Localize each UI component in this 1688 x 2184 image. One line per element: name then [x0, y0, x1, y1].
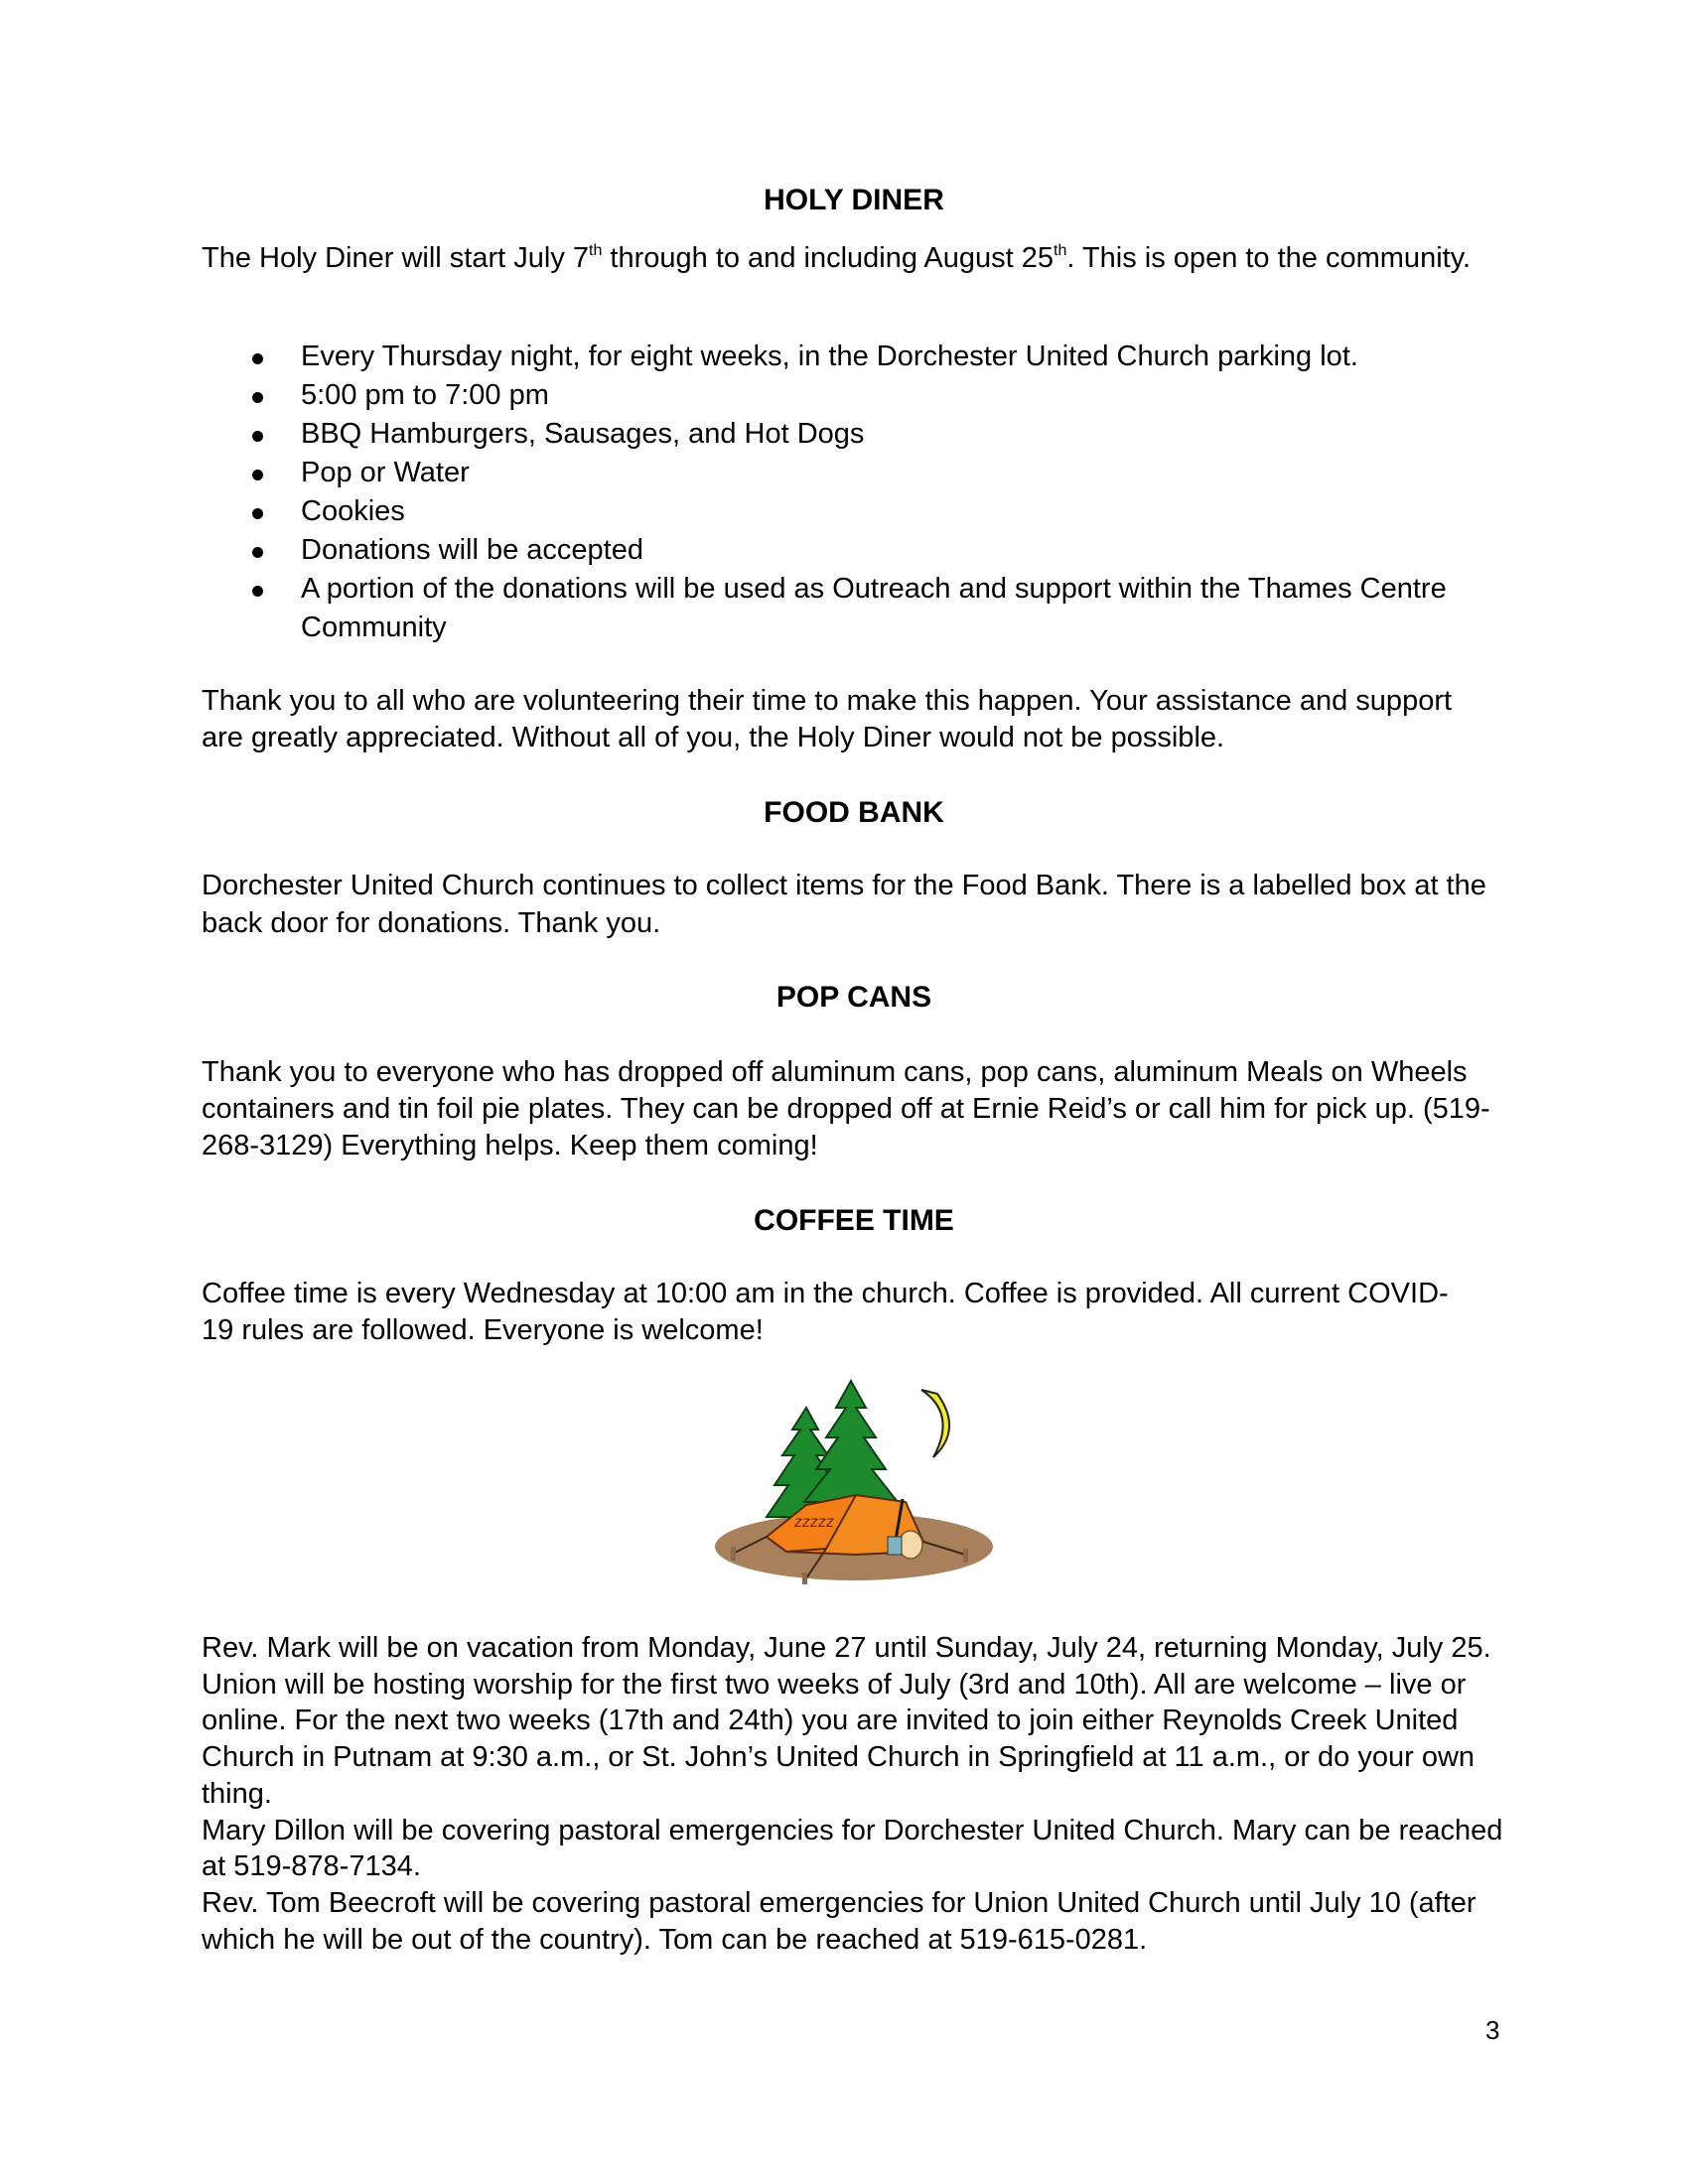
notice-tom-beecroft: Rev. Tom Beecroft will be covering pastoral emergencies for Union United Church until July 10 (after which he will be out of the country). Tom can be reached at 519-615-0281.: [202, 1886, 1477, 1956]
bullet-icon: [252, 508, 263, 519]
holy-diner-thanks: Thank you to all who are volunteering their time to make this happen. Your assistance and support are greatly appreciated. Without all of you, the Holy Diner would not be possible.: [202, 685, 1453, 753]
intro-text-1: The Holy Diner will start July 7: [202, 242, 589, 274]
list-item: Donations will be accepted: [202, 531, 1522, 570]
svg-text:zzzzz: zzzzz: [794, 1514, 834, 1531]
bullet-icon: [252, 470, 263, 480]
list-item: Cookies: [202, 492, 1522, 531]
tent-icon: [707, 1378, 1005, 1586]
vacation-notices: [202, 1630, 1522, 1958]
superscript-th: th: [589, 242, 603, 259]
section-heading-coffee-time: COFFEE TIME: [754, 1204, 954, 1237]
list-item: Pop or Water: [202, 454, 1522, 492]
camping-tent-illustration: [707, 1378, 1005, 1586]
coffee-time-body: Coffee time is every Wednesday at 10:00 am in the church. Coffee is provided. All current COVID-19 rules are followed. Everyone is welcome!: [202, 1278, 1449, 1346]
notice-mary-dillon: Mary Dillon will be covering pastoral emergencies for Dorchester United Church. Mary can be reached at 519-878-7134.: [202, 1814, 1503, 1883]
bullet-icon: [252, 547, 263, 558]
intro-text-2: through to and including August 25: [602, 242, 1055, 274]
food-bank-body: Dorchester United Church continues to collect items for the Food Bank. There is a labelled box at the back door for donations. Thank you.: [202, 870, 1486, 939]
page-number: 3: [1485, 2015, 1500, 2045]
bullet-icon: [252, 392, 263, 403]
list-item: 5:00 pm to 7:00 pm: [202, 376, 1522, 415]
section-heading-food-bank: FOOD BANK: [764, 796, 944, 829]
bullet-icon: [252, 586, 263, 597]
holy-diner-bullet-list: [202, 338, 1522, 647]
section-heading-holy-diner: HOLY DINER: [764, 184, 944, 216]
pop-cans-body: Thank you to everyone who has dropped off aluminum cans, pop cans, aluminum Meals on Wheels containers and tin foil pie plates. They can be dropped off at Ernie Reid’s or call him for pick up. (519-268-3129) Everything helps. Keep them coming!: [202, 1056, 1490, 1161]
superscript-th: th: [1054, 242, 1067, 259]
holy-diner-intro: [202, 239, 1482, 277]
list-item: BBQ Hamburgers, Sausages, and Hot Dogs: [202, 415, 1522, 454]
list-item: A portion of the donations will be used as Outreach and support within the Thames Centre Community: [202, 570, 1522, 647]
list-item: Every Thursday night, for eight weeks, in the Dorchester United Church parking lot.: [202, 338, 1522, 376]
bullet-icon: [252, 353, 263, 364]
notice-union-worship: Union will be hosting worship for the first two weeks of July (3rd and 10th). All are welcome – live or online. For the next two weeks (17th and 24th) you are invited to join either Reynolds Creek United Church in Putnam at 9:30 a.m., or St. John’s United Church in Springfield at 11 a.m., or do your own thing.: [202, 1668, 1476, 1810]
bullet-icon: [252, 431, 263, 442]
section-heading-pop-cans: POP CANS: [775, 981, 932, 1014]
notice-rev-mark: Rev. Mark will be on vacation from Monday, June 27 until Sunday, July 24, returning Monday, July 25.: [202, 1632, 1491, 1664]
intro-text-3: . This is open to the community.: [1066, 242, 1472, 274]
